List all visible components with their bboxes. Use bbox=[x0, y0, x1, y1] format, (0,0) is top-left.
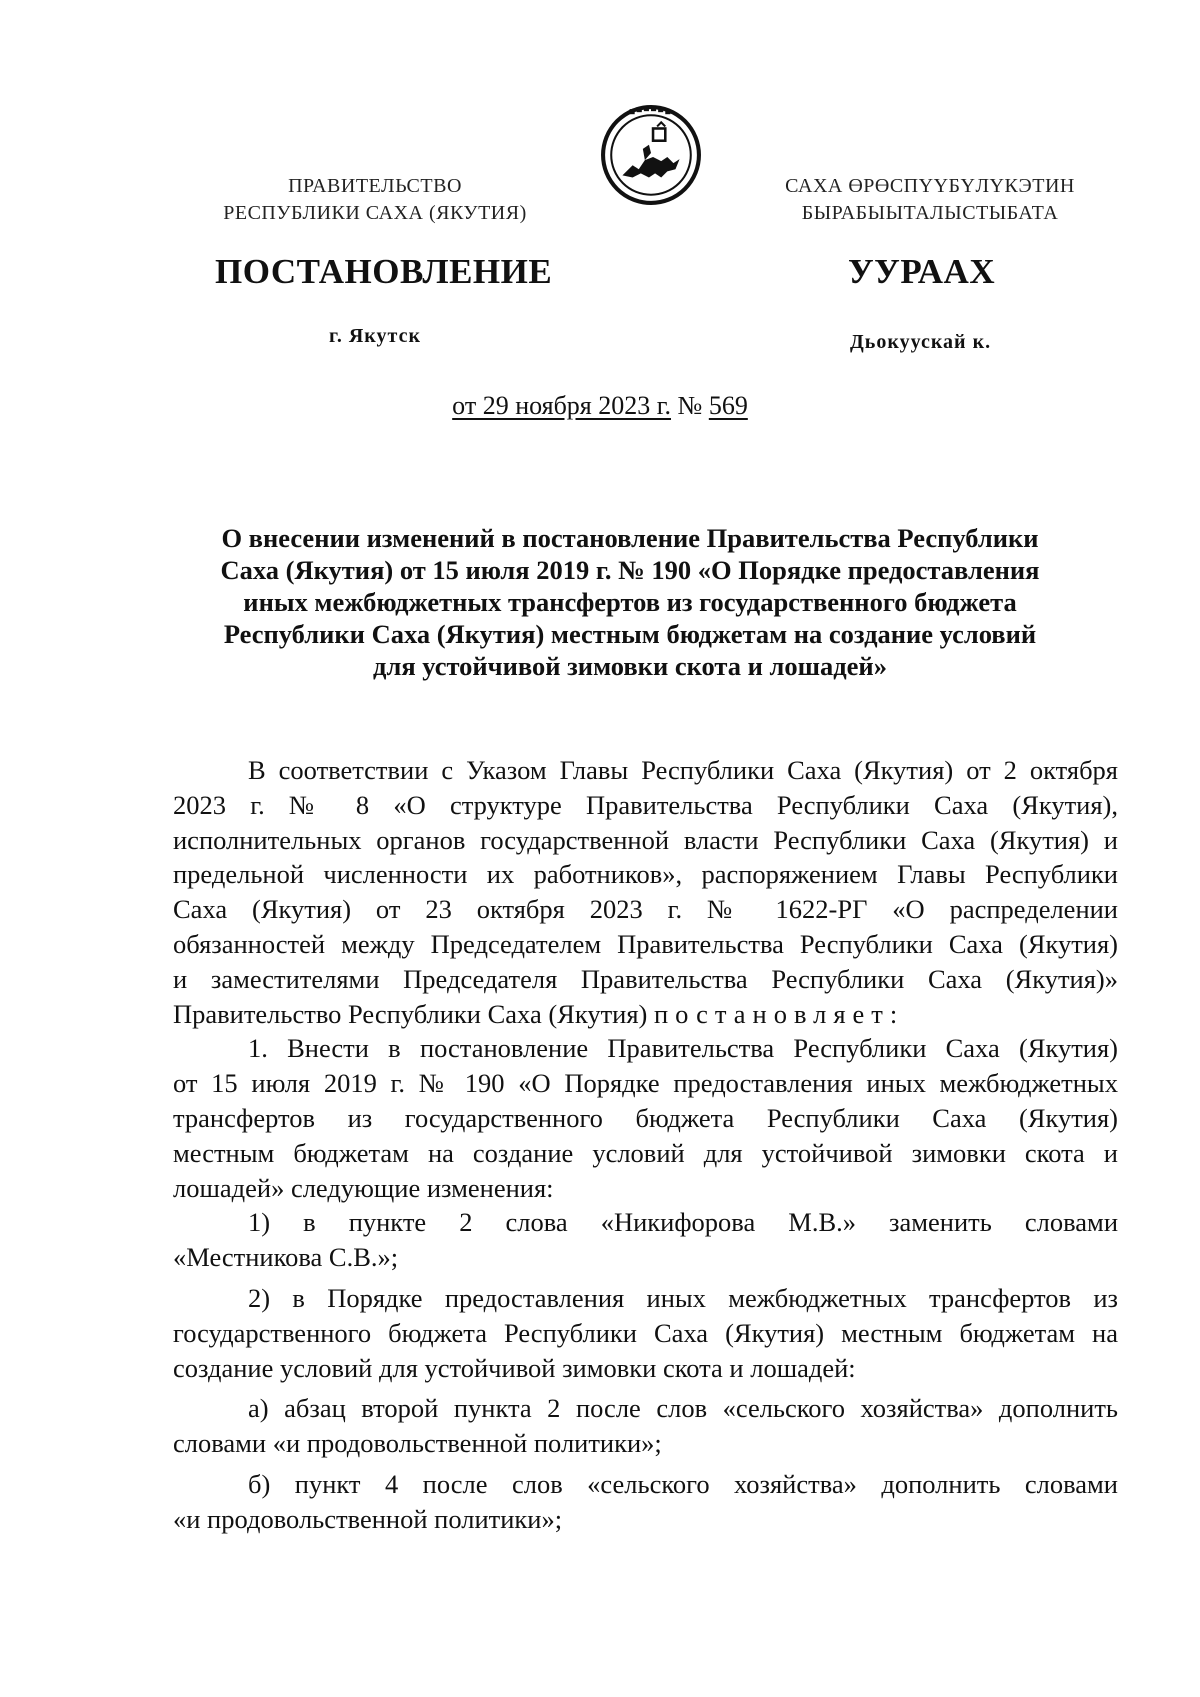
coat-of-arms-icon bbox=[600, 104, 702, 206]
body-line: «Местникова С.В.»; bbox=[173, 1242, 399, 1273]
body-line: 2) в Порядке предоставления иных межбюджетных трансфертов из bbox=[248, 1282, 1118, 1313]
body-line: словами «и продовольственной политики»; bbox=[173, 1428, 662, 1459]
body-text: Правительство Республики Саха (Якутия) bbox=[173, 998, 654, 1029]
body-line: предельной численности их работников», распоряжением Главы Республики bbox=[173, 859, 1118, 890]
org-name-right bbox=[735, 173, 1125, 227]
body-line: и заместителями Председателя Правительства Республики Саха (Якутия)» bbox=[173, 963, 1118, 994]
body-line: «и продовольственной политики»; bbox=[173, 1503, 563, 1534]
body-line: государственного бюджета Республики Саха (Якутия) местным бюджетам на bbox=[173, 1317, 1118, 1348]
org-name-left bbox=[180, 173, 570, 227]
org-name-right-line2: БЫРАБЫЫТАЛЫСТЫБАТА bbox=[801, 202, 1059, 224]
document-body bbox=[173, 753, 1118, 1537]
org-name-left-line1: ПРАВИТЕЛЬСТВО bbox=[288, 175, 462, 197]
body-line: 1) в пункте 2 слова «Никифорова М.В.» заменить словами bbox=[248, 1207, 1118, 1238]
title-line: иных межбюджетных трансфертов из государственного бюджета bbox=[243, 587, 1017, 617]
document-title bbox=[160, 522, 1100, 682]
doc-type-yakut: УУРААХ bbox=[848, 252, 996, 291]
document-date: от 29 ноября 2023 г. bbox=[452, 391, 671, 420]
org-name-left-line2: РЕСПУБЛИКИ САХА (ЯКУТИЯ) bbox=[223, 202, 527, 224]
body-line: Саха (Якутия) от 23 октября 2023 г. № 1622-РГ «О распределении bbox=[173, 894, 1118, 925]
document-number: 569 bbox=[708, 391, 748, 420]
body-line: б) пункт 4 после слов «сельского хозяйства» дополнить словами bbox=[248, 1468, 1118, 1499]
body-line: а) абзац второй пункта 2 после слов «сельского хозяйства» дополнить bbox=[248, 1393, 1118, 1424]
body-line: 1. Внести в постановление Правительства Республики Саха (Якутия) bbox=[248, 1033, 1118, 1064]
body-line: местным бюджетам на создание условий для устойчивой зимовки скота и bbox=[173, 1137, 1118, 1168]
resolves-word: постановляет: bbox=[654, 998, 905, 1029]
body-line: 2023 г. № 8 «О структуре Правительства Республики Саха (Якутия), bbox=[173, 789, 1118, 820]
body-line bbox=[173, 997, 1118, 1032]
body-line: лошадей» следующие изменения: bbox=[173, 1172, 554, 1203]
body-line: трансфертов из государственного бюджета Республики Саха (Якутия) bbox=[173, 1102, 1118, 1133]
body-line: В соответствии с Указом Главы Республики Саха (Якутия) от 2 октября bbox=[248, 755, 1118, 785]
body-line: исполнительных органов государственной власти Республики Саха (Якутия) и bbox=[173, 824, 1118, 855]
title-line: О внесении изменений в постановление Правительства Республики bbox=[221, 523, 1039, 553]
org-name-right-line1: САХА ӨРӨСПҮҮБҮЛҮКЭТИН bbox=[785, 175, 1075, 197]
city-russian: г. Якутск bbox=[329, 325, 421, 347]
body-line: от 15 июля 2019 г. № 190 «О Порядке предоставления иных межбюджетных bbox=[173, 1068, 1118, 1099]
title-line: Республики Саха (Якутия) местным бюджетам на создание условий bbox=[223, 619, 1037, 649]
body-line: обязанностей между Председателем Правительства Республики Саха (Якутия) bbox=[173, 928, 1118, 959]
number-sign: № bbox=[677, 391, 703, 420]
city-yakut: Дьокуускай к. bbox=[850, 331, 992, 353]
document-date-number bbox=[0, 391, 1200, 421]
body-line: создание условий для устойчивой зимовки скота и лошадей: bbox=[173, 1352, 856, 1383]
title-line: для устойчивой зимовки скота и лошадей» bbox=[373, 651, 887, 681]
doc-type-russian: ПОСТАНОВЛЕНИЕ bbox=[215, 252, 553, 291]
title-line: Саха (Якутия) от 15 июля 2019 г. № 190 «О Порядке предоставления bbox=[220, 555, 1040, 585]
